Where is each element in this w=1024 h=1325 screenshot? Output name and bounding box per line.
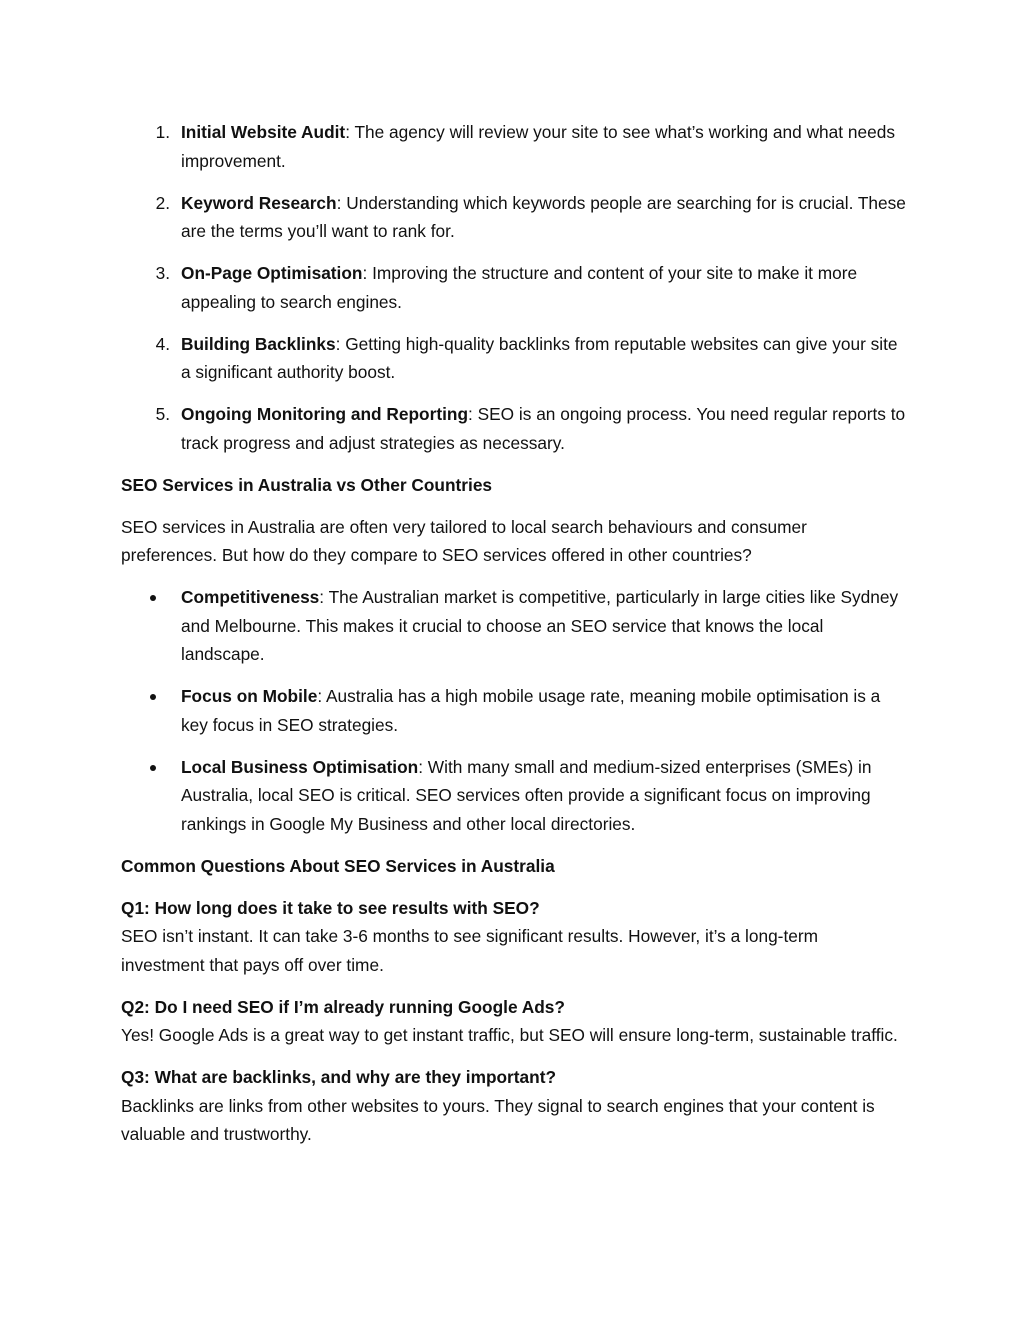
section-heading: SEO Services in Australia vs Other Countries <box>121 474 493 495</box>
list-item-text <box>181 330 906 387</box>
list-item-text <box>181 259 906 316</box>
list-item <box>121 259 906 316</box>
faq-item <box>121 993 906 1050</box>
list-item-title: Building Backlinks <box>181 333 336 354</box>
list-item <box>121 583 906 669</box>
list-item-title: Local Business Optimisation <box>181 756 419 777</box>
list-item-body: : Getting high-quality backlinks from reputable websites can give your site a significant authority boost. <box>181 333 898 382</box>
list-number: 4. <box>155 333 170 354</box>
list-item-title: On-Page Optimisation <box>181 263 363 283</box>
list-item-title: Competitiveness <box>181 587 320 607</box>
list-item-title: Ongoing Monitoring and Reporting <box>181 404 469 424</box>
faq-answer: Backlinks are links from other websites to yours. They signal to search engines that your content is valuable and trustworthy. <box>121 1095 875 1144</box>
list-item <box>121 189 906 246</box>
list-item <box>121 753 906 839</box>
faq-question: Q1: How long does it take to see results with SEO? <box>121 897 540 918</box>
bullet-icon <box>150 694 156 700</box>
list-item-body: : The agency will review your site to see what’s working and what needs improvement. <box>181 122 895 171</box>
section-heading: Common Questions About SEO Services in Australia <box>121 855 555 876</box>
list-item-text <box>181 753 906 839</box>
steps-list <box>121 118 906 457</box>
list-item-title: Keyword Research <box>181 192 337 213</box>
list-item-body: : With many small and medium-sized enterprises (SMEs) in Australia, local SEO is critical. SEO services often provide a significant focus on improving rankings in Google My Business and other local directories. <box>181 756 872 834</box>
list-item-text <box>181 682 906 739</box>
list-item-title: Initial Website Audit <box>181 122 346 142</box>
document-page <box>121 118 906 1162</box>
paragraph: SEO services in Australia are often very tailored to local search behaviours and consumer preferences. But how do they compare to SEO services offered in other countries? <box>121 516 807 565</box>
list-item-title: Focus on Mobile <box>181 686 318 706</box>
faq-item <box>121 894 906 980</box>
list-item-body: : Australia has a high mobile usage rate, meaning mobile optimisation is a key focus in SEO strategies. <box>181 686 881 735</box>
list-number: 5. <box>155 404 170 424</box>
list-item-body: : Understanding which keywords people are searching for is crucial. These are the terms you’ll want to rank for. <box>181 192 906 241</box>
faq-list <box>121 894 906 1149</box>
bullet-list <box>121 583 906 838</box>
bullet-icon <box>150 765 156 771</box>
list-item-text <box>181 118 906 175</box>
faq-question: Q3: What are backlinks, and why are they important? <box>121 1067 557 1087</box>
list-item-body: : SEO is an ongoing process. You need regular reports to track progress and adjust strategies as necessary. <box>181 404 906 453</box>
list-item <box>121 118 906 175</box>
list-item-text <box>181 583 906 669</box>
list-item <box>121 330 906 387</box>
list-item <box>121 682 906 739</box>
list-item <box>121 400 906 457</box>
list-number: 1. <box>155 122 170 142</box>
list-item-body: : The Australian market is competitive, particularly in large cities like Sydney and Melbourne. This makes it crucial to choose an SEO service that knows the local landscape. <box>181 587 899 664</box>
faq-question: Q2: Do I need SEO if I’m already running Google Ads? <box>121 996 565 1017</box>
bullet-icon <box>150 595 156 601</box>
list-item-text <box>181 400 906 457</box>
faq-answer: SEO isn’t instant. It can take 3-6 months to see significant results. However, it’s a long-term investment that pays off over time. <box>121 926 819 975</box>
list-item-text <box>181 189 906 246</box>
list-number: 3. <box>155 263 170 283</box>
list-item-body: : Improving the structure and content of your site to make it more appealing to search engines. <box>181 263 858 312</box>
faq-answer: Yes! Google Ads is a great way to get instant traffic, but SEO will ensure long-term, sustainable traffic. <box>121 1025 898 1045</box>
faq-item <box>121 1063 906 1149</box>
list-number: 2. <box>155 192 170 213</box>
